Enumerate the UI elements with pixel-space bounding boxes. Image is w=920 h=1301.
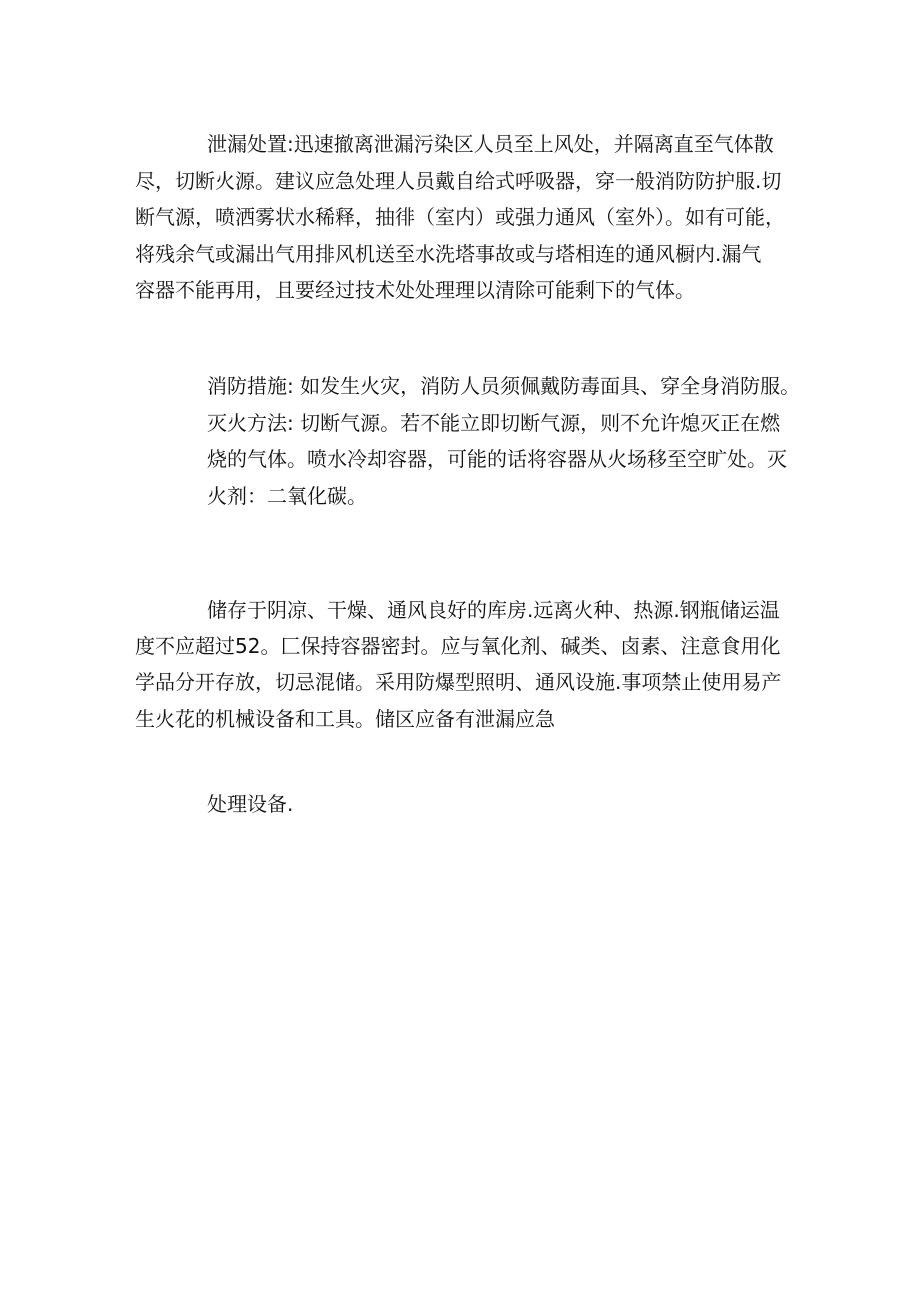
storage-line-1: 储存于阴凉、干燥、通风良好的库房.远离火种、热源.钢瓶储运温 bbox=[207, 598, 780, 622]
fire-measures-paragraph bbox=[135, 368, 801, 514]
storage-line-3: 学品分开存放，切忌混储。采用防爆型照明、通风设施.事项禁止使用易产 bbox=[135, 670, 782, 695]
fire-line-3: 烧的气体。喷水冷却容器，可能的话将容器从火场移至空旷处。灭 bbox=[207, 447, 787, 471]
leak-handling-paragraph bbox=[135, 126, 795, 309]
storage-paragraph bbox=[135, 592, 795, 737]
fire-line-2: 灭火方法: 切断气源。若不能立即切断气源，则不允许熄灭正在燃 bbox=[207, 410, 781, 435]
storage-tail-line: 处理设备. bbox=[207, 792, 294, 816]
fire-line-4: 火剂：二氧化碳。 bbox=[207, 483, 367, 508]
leak-line-3: 断气源，喷洒雾状水稀释，抽徘（室内）或强力通风（室外）。如有可能， bbox=[135, 205, 785, 229]
leak-line-1: 泄漏处置:迅速撤离泄漏污染区人员至上风处，并隔离直至气体散 bbox=[207, 132, 774, 156]
leak-line-4: 将残余气或漏出气用排风机送至水洗塔事故或与塔相连的通风橱内.漏气 bbox=[135, 241, 762, 266]
fire-line-1: 消防措施: 如发生火灾，消防人员须佩戴防毒面具、穿全身消防服。 bbox=[207, 374, 801, 398]
leak-line-2: 尽，切断火源。建议应急处理人员戴自给式呼吸器，穿一般消防防护服.切 bbox=[135, 168, 782, 193]
storage-line-4: 生火花的机械设备和工具。储区应备有泄漏应急 bbox=[135, 706, 555, 731]
leak-line-5: 容器不能再用，且要经过技术处处理理以清除可能剩下的气体。 bbox=[135, 278, 695, 302]
storage-line-2: 度不应超过52。匚保持容器密封。应与氧化剂、碱类、卤素、注意食用化 bbox=[135, 634, 781, 659]
